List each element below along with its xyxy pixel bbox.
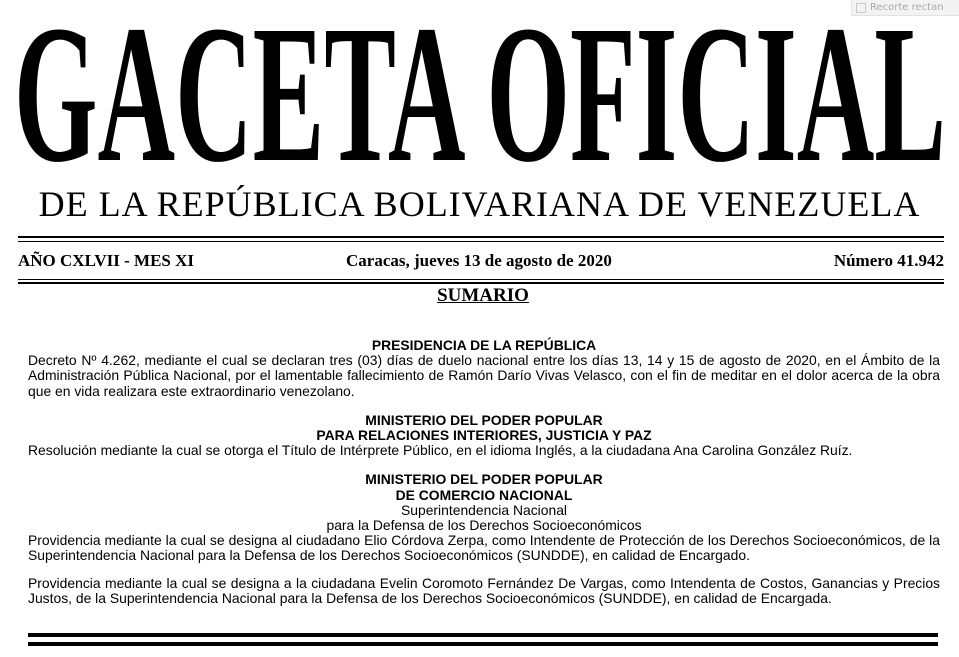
section-heading: PARA RELACIONES INTERIORES, JUSTICIA Y PAZ bbox=[316, 427, 652, 444]
snipping-tool-label: Recorte rectan bbox=[870, 2, 944, 13]
masthead-title bbox=[12, 14, 948, 174]
section-presidencia bbox=[28, 338, 940, 399]
summary-body bbox=[28, 338, 940, 606]
issue-date: Caracas, jueves 13 de agosto de 2020 bbox=[346, 251, 612, 270]
scissors-icon bbox=[856, 3, 866, 13]
section-heading: PRESIDENCIA DE LA REPÚBLICA bbox=[371, 337, 597, 353]
header-rule-bottom-thin bbox=[18, 279, 944, 280]
footer-rules bbox=[28, 633, 938, 651]
header-rule-top bbox=[18, 236, 944, 238]
section-entry: Resolución mediante la cual se otorga el Título de Intérprete Público, en el idioma Inglés, a la ciudadana Ana Carolina González Ruíz. bbox=[28, 442, 853, 459]
footer-rule bbox=[28, 642, 938, 646]
header-rule-bottom bbox=[18, 282, 944, 284]
section-interior-justicia bbox=[28, 413, 940, 459]
section-heading: MINISTERIO DEL PODER POPULAR bbox=[365, 471, 603, 488]
section-heading: DE COMERCIO NACIONAL bbox=[395, 486, 573, 503]
section-heading: MINISTERIO DEL PODER POPULAR bbox=[365, 411, 603, 428]
masthead-subtitle: DE LA REPÚBLICA BOLIVARIANA DE VENEZUELA bbox=[38, 184, 921, 224]
section-entry: Decreto Nº 4.262, mediante el cual se declaran tres (03) días de duelo nacional entre los días 13, 14 y 15 de agosto de 2020, en el Ámbito de la Administración Pública Nacional, por el lamentable fallecimiento de Ramón Darío Vivas Velasco, con el fin de meditar en el dolor acerca de la obra que en vida realizara este extraordinario venezolano. bbox=[28, 352, 940, 399]
section-comercio-nacional bbox=[28, 472, 940, 606]
sumario-title: SUMARIO bbox=[437, 285, 529, 306]
section-subheading: Superintendencia Nacional bbox=[400, 501, 568, 518]
issue-year-month: AÑO CXLVII - MES XI bbox=[18, 251, 195, 270]
masthead-title-text: GACETA OFICIAL bbox=[14, 14, 946, 174]
header-rule-top-thin bbox=[18, 241, 944, 242]
section-subheading: para la Defensa de los Derechos Socioeconómicos bbox=[326, 517, 642, 534]
dateline bbox=[18, 251, 944, 271]
masthead bbox=[12, 14, 948, 174]
footer-rule bbox=[28, 633, 938, 637]
issue-number: Número 41.942 bbox=[833, 251, 944, 270]
section-entry: Providencia mediante la cual se designa al ciudadano Elio Córdova Zerpa, como Intendente de Protección de los Derechos Socioeconómicos, de la Superintendencia Nacional para la Defensa de los Derechos Socioeconómicos (SUNDDE), en calidad de Encargado. bbox=[28, 532, 940, 564]
section-entry: Providencia mediante la cual se designa a la ciudadana Evelin Coromoto Fernández De Vargas, como Intendenta de Costos, Ganancias y Precios Justos, de la Superintendencia Nacional para la Defensa de los Derechos Socioeconómicos (SUNDDE), en calidad de Encargada. bbox=[28, 574, 940, 606]
